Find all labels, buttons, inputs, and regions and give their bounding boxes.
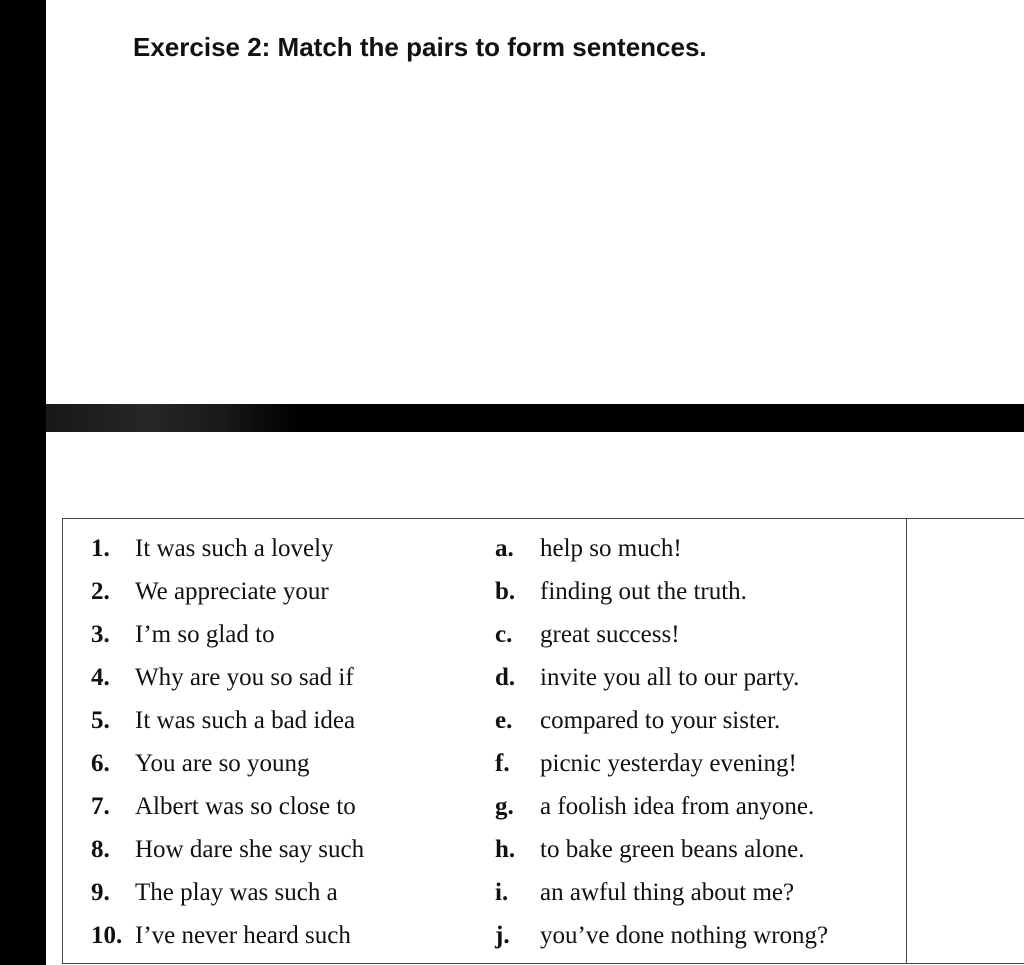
- right-item-text: compared to your sister.: [540, 707, 781, 734]
- table-divider: [906, 519, 907, 963]
- right-item-text: an awful thing about me?: [540, 879, 795, 906]
- left-black-bar: [0, 0, 46, 965]
- table-row: [63, 529, 903, 569]
- right-item-letter: j.: [495, 922, 510, 949]
- left-item-number: 9.: [91, 879, 110, 906]
- left-item-text: Why are you so sad if: [135, 664, 354, 691]
- right-item-letter: h.: [495, 836, 516, 863]
- right-item-text: a foolish idea from anyone.: [540, 793, 815, 820]
- horizontal-black-bar: [46, 404, 1024, 432]
- right-item-text: finding out the truth.: [540, 578, 747, 605]
- right-item-letter: d.: [495, 664, 516, 691]
- right-item-letter: f.: [495, 750, 510, 777]
- right-item-text: invite you all to our party.: [540, 664, 800, 691]
- left-item-number: 8.: [91, 836, 110, 863]
- left-item-number: 6.: [91, 750, 110, 777]
- right-item-letter: g.: [495, 793, 514, 820]
- left-item-number: 5.: [91, 707, 110, 734]
- left-item-text: You are so young: [135, 750, 310, 777]
- table-row: [63, 572, 903, 612]
- left-item-number: 4.: [91, 664, 110, 691]
- left-item-number: 1.: [91, 535, 110, 562]
- right-item-letter: c.: [495, 621, 513, 648]
- bar-smudge: [46, 404, 296, 432]
- left-item-text: How dare she say such: [135, 836, 365, 863]
- left-item-text: It was such a lovely: [135, 535, 334, 562]
- match-table: [62, 518, 1024, 964]
- right-item-text: great success!: [540, 621, 680, 648]
- right-item-letter: e.: [495, 707, 513, 734]
- table-row: [63, 701, 903, 741]
- left-item-number: 3.: [91, 621, 110, 648]
- left-item-text: I’ve never heard such: [135, 922, 351, 949]
- table-row: [63, 615, 903, 655]
- left-item-number: 2.: [91, 578, 110, 605]
- table-row: [63, 658, 903, 698]
- table-row: [63, 830, 903, 870]
- table-row: [63, 744, 903, 784]
- left-item-text: We appreciate your: [135, 578, 329, 605]
- left-item-text: The play was such a: [135, 879, 338, 906]
- left-item-text: Albert was so close to: [135, 793, 356, 820]
- right-item-letter: a.: [495, 535, 514, 562]
- exercise-title: Exercise 2: Match the pairs to form sentences.: [133, 32, 707, 62]
- right-item-text: help so much!: [540, 535, 682, 562]
- left-item-text: It was such a bad idea: [135, 707, 356, 734]
- right-item-letter: i.: [495, 879, 509, 906]
- table-row: [63, 787, 903, 827]
- table-row: [63, 873, 903, 913]
- left-item-text: I’m so glad to: [135, 621, 275, 648]
- right-item-text: picnic yesterday evening!: [540, 750, 797, 777]
- right-item-text: you’ve done nothing wrong?: [540, 922, 829, 949]
- right-item-text: to bake green beans alone.: [540, 836, 805, 863]
- left-item-number: 10.: [91, 922, 123, 949]
- table-row: [63, 916, 903, 956]
- right-item-letter: b.: [495, 578, 516, 605]
- left-item-number: 7.: [91, 793, 110, 820]
